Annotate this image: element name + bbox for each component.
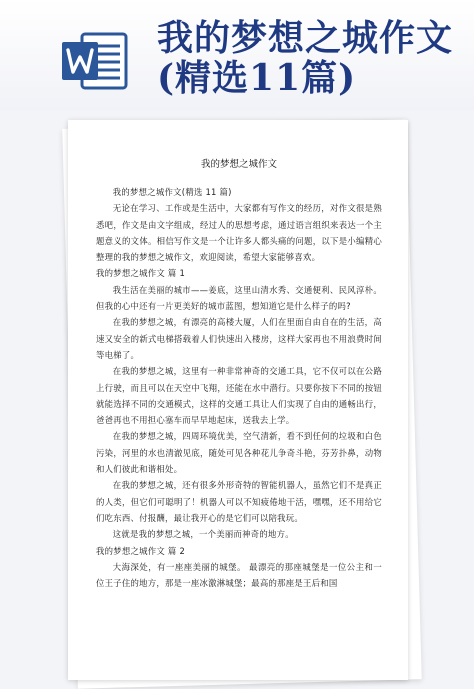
paragraph: 在我的梦想之城，还有很多外形奇特的智能机器人，虽然它们不是真正的人类，但它们可聪明了！机器人可以不知疲倦地干活，嘿嘿，还不用给它们吃东西、付报酬，最让我开心的是它们可以陪我玩。 xyxy=(96,480,382,523)
document-body xyxy=(96,184,382,591)
paragraph: 这就是我的梦想之城，一个美丽而神奇的地方。 xyxy=(112,529,294,540)
paragraph: 在我的梦想之城，有漂亮的高楼大厦，人们在里面自由自在的生活，高速又安全的新式电梯搭载着人们快速出入楼房，这样大家再也不用浪费时间等电梯了。 xyxy=(96,317,382,360)
banner xyxy=(0,0,474,110)
section-heading: 我的梦想之城作文 篇 2 xyxy=(96,545,186,556)
paragraph: 大海深处，有一座座美丽的城堡。 最漂亮的那座城堡是一位公主和一位王子住的地方，那是一座冰激淋城堡；最高的那座是王后和国 xyxy=(96,561,382,589)
banner-title-line1: 我的梦想之城作文 xyxy=(157,17,454,59)
word-document-icon xyxy=(60,30,132,92)
paragraph: 我生活在美丽的城市——姜底，这里山清水秀、交通便利、民风淳朴。但我的心中还有一片更美好的城市蓝图，想知道它是什么样子的吗? xyxy=(96,284,382,312)
section-heading: 我的梦想之城作文 篇 1 xyxy=(96,268,186,279)
paragraph: 无论在学习、工作或是生活中，大家都有写作文的经历，对作文很是熟悉吧，作文是由文字组成，经过人的思想考虑，通过语言组织来表达一个主题意义的文体。相信写作文是一个让许多人都头痛的问题，以下是小编精心整理的我的梦想之城作文，欢迎阅读，希望大家能够喜欢。 xyxy=(96,203,382,263)
document-page xyxy=(68,120,408,680)
banner-title xyxy=(157,18,457,98)
document-title: 我的梦想之城作文 xyxy=(200,159,277,170)
banner-title-line2: (精选11篇) xyxy=(157,57,357,99)
paragraph: 在我的梦想之城，这里有一种非常神奇的交通工具，它不仅可以在公路上行驶，而且可以在天空中飞翔，还能在水中潜行。只要你按下不同的按钮就能选择不同的交通模式，这样的交通工具让人们实现了自由的通畅出行，爸爸再也不用担心塞车而早早地起床，送我去上学。 xyxy=(96,366,382,426)
paragraph: 在我的梦想之城，四周环境优美，空气清新，看不到任何的垃圾和白色污染，河里的水也清澈见底，随处可见各种花儿争奇斗艳，芬芳扑鼻，动物和人们彼此和谐相处。 xyxy=(96,431,382,475)
paragraph: 我的梦想之城作文(精选 11 篇) xyxy=(112,187,232,197)
